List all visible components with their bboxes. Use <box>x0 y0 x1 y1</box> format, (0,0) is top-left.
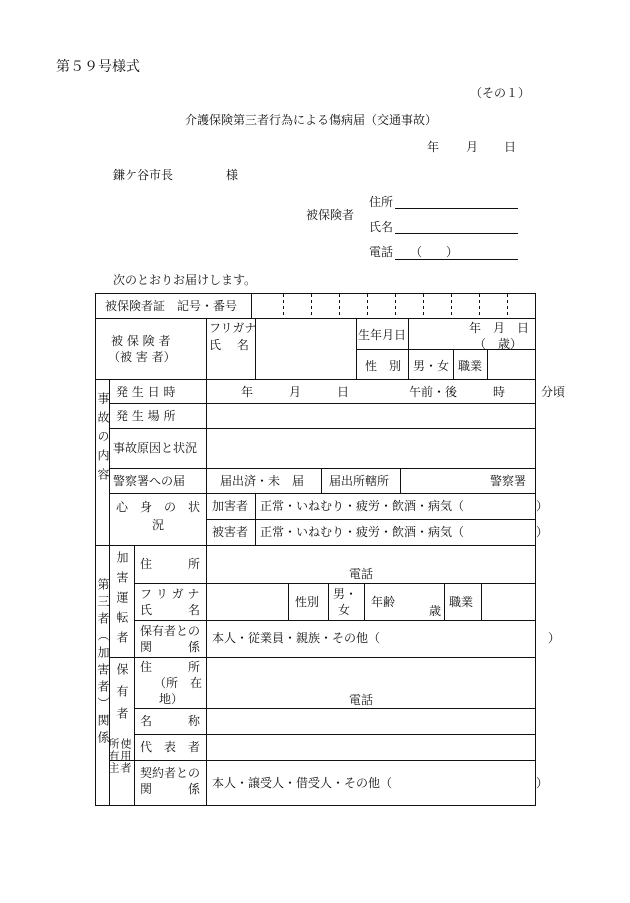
victim-cond-label: 被害者 <box>212 525 249 539</box>
insured-birth-label: 生年月日 <box>358 328 407 342</box>
applicant-address-label: 住所 <box>369 195 394 209</box>
contract-relation-label-2: 関 係 <box>140 782 201 796</box>
condition-label: 心 身 の 状 <box>116 500 201 514</box>
relation-options[interactable]: 本人・従業員・親族・その他（ ） <box>212 631 561 645</box>
page-number: （その１） <box>470 86 531 100</box>
owner-address-label-2: （所 在 <box>154 676 203 690</box>
owner-rep-label: 代 表 者 <box>140 740 201 754</box>
contract-relation-options[interactable]: 本人・譲受人・借受人・その他（ ） <box>212 776 549 790</box>
driver-side-label: 加害運転者 <box>115 551 129 651</box>
contract-relation-label: 契約者との <box>140 766 201 780</box>
owner-address-label: 住 所 <box>140 660 201 674</box>
police-station-label: 警察署 <box>490 474 527 488</box>
insured-sex-label: 性 別 <box>365 359 402 373</box>
addressee-mayor: 鎌ケ谷市長 <box>113 168 174 182</box>
accident-time-label: 発 生 日 時 <box>116 385 176 399</box>
driver-sex-value-1[interactable]: 男・ <box>333 587 358 601</box>
insured-birth-age: （ 歳） <box>474 337 523 351</box>
owner-side-label: 保有者 <box>115 663 129 729</box>
insured-sex-value[interactable]: 男・女 <box>413 359 450 373</box>
applicant-label: 被保険者 <box>306 208 355 222</box>
perpetrator-label: 加害者 <box>212 499 249 513</box>
police-report-status[interactable]: 届出済・未 届 <box>220 474 305 488</box>
driver-age-label: 年齢 <box>371 595 396 609</box>
accident-cause-label: 事故原因と状況 <box>113 441 198 455</box>
third-party-side-label: 第三者（加害者）関係 <box>96 578 110 748</box>
user-side-label: 使用者 <box>119 738 132 774</box>
applicant-phone-paren: （ ） <box>410 245 459 259</box>
insured-cert-label: 被保険者証 記号・番号 <box>105 299 238 313</box>
insured-birth-ymd: 年 月 日 <box>469 321 530 335</box>
driver-phone-label: 電話 <box>349 567 374 581</box>
date-day: 日 <box>504 140 517 154</box>
accident-place-label: 発 生 場 所 <box>116 409 176 423</box>
police-jurisdiction-label: 届出所轄所 <box>329 474 390 488</box>
applicant-name-label: 氏名 <box>369 220 394 234</box>
intro-text: 次のとおりお届けします。 <box>113 273 257 287</box>
driver-sex-value-2[interactable]: 女 <box>338 603 351 617</box>
applicant-phone-label: 電話 <box>369 245 394 259</box>
date-year: 年 <box>427 140 440 154</box>
driver-job-label: 職業 <box>449 595 474 609</box>
accident-time-value[interactable]: 年 月 日 午前・後 時 分頃 <box>241 385 566 399</box>
insured-furigana-label: フリガナ <box>209 321 257 335</box>
driver-address-label: 住 所 <box>140 557 201 571</box>
perpetrator-condition[interactable]: 正常・いねむり・疲労・飲酒・病気（ ） <box>260 499 549 513</box>
owner-name-label: 名 称 <box>140 714 201 728</box>
victim-label: （被 害 者） <box>108 350 176 364</box>
date-month: 月 <box>466 140 479 154</box>
police-report-label: 警察署への届 <box>113 474 186 488</box>
form-number: 第５９号様式 <box>56 59 140 75</box>
driver-sex-label: 性別 <box>295 595 320 609</box>
condition-label-2: 況 <box>152 518 165 532</box>
victim-condition[interactable]: 正常・いねむり・疲労・飲酒・病気（ ） <box>260 525 549 539</box>
addressee-honorific: 様 <box>226 168 239 182</box>
owner-phone-label: 電話 <box>349 693 374 707</box>
insured-job-label: 職業 <box>458 359 483 373</box>
driver-name-label: 氏 名 <box>140 603 201 617</box>
insured-name-label: 氏 名 <box>209 338 249 352</box>
owner-sub-label: 所有主 <box>107 738 120 774</box>
owner-address-label-3: 地） <box>159 692 184 706</box>
relation-label: 保有者との <box>140 624 201 638</box>
insured-label: 被 保 険 者 <box>111 334 171 348</box>
relation-label-2: 関 係 <box>140 640 201 654</box>
accident-side-label: 事故の内容 <box>96 392 110 487</box>
driver-age-unit: 歳 <box>429 604 442 618</box>
driver-furigana-label: フ リ ガ ナ <box>140 587 200 601</box>
form-title: 介護保険第三者行為による傷病届（交通事故） <box>185 113 438 127</box>
